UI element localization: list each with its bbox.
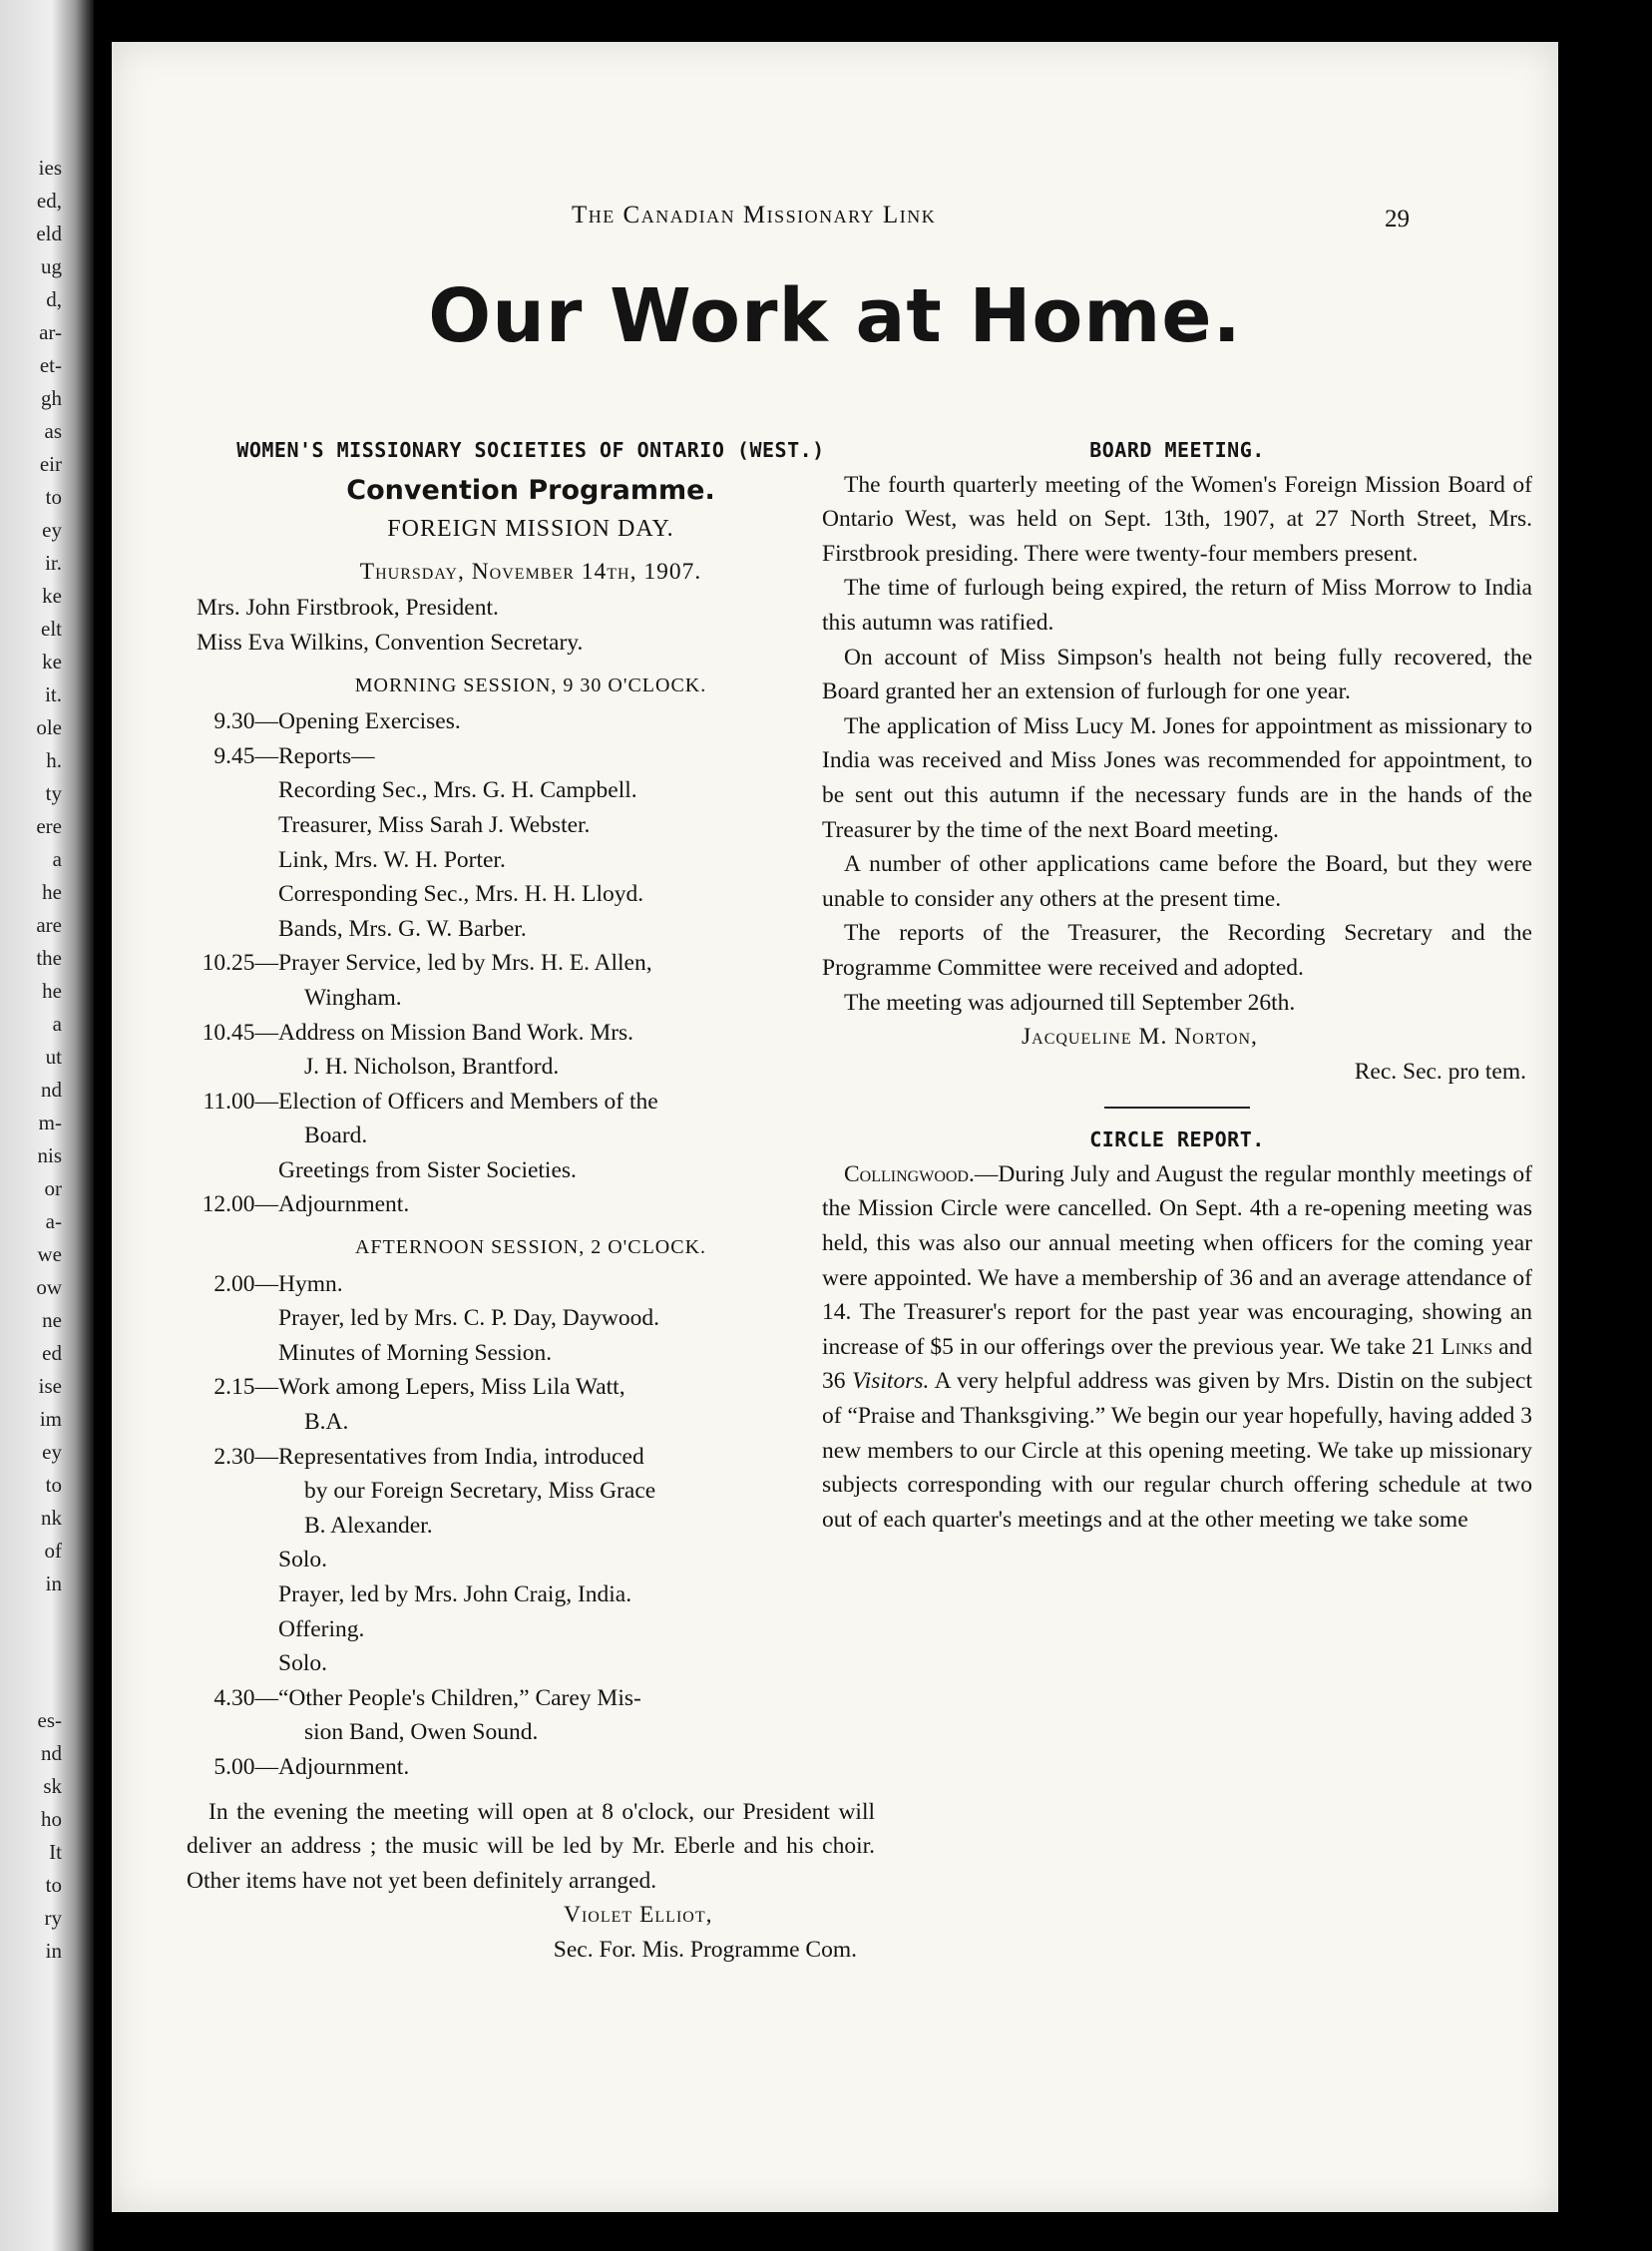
margin-fragment: eir: [39, 452, 62, 476]
afternoon-line: Prayer, led by Mrs. John Craig, India.: [278, 1581, 632, 1607]
board-paragraph: The meeting was adjourned till September 26th.: [844, 989, 1296, 1016]
afternoon-line: Solo.: [278, 1650, 327, 1677]
margin-fragment: nd: [41, 1078, 62, 1102]
report-line: Recording Sec., Mrs. G. H. Campbell.: [278, 777, 637, 804]
margin-fragment: ut: [45, 1045, 62, 1069]
margin-fragment: a: [52, 847, 62, 871]
programme-item-continued: Wingham.: [304, 984, 402, 1011]
signature-name: Violet Elliot,: [564, 1902, 713, 1929]
margin-fragment: It: [49, 1840, 62, 1864]
margin-fragment: ne: [42, 1308, 62, 1332]
margin-fragment: ar-: [39, 320, 62, 344]
margin-fragment: ug: [41, 254, 62, 278]
margin-fragment: it.: [45, 682, 62, 706]
margin-fragment: ke: [42, 650, 62, 674]
margin-fragment: nd: [41, 1741, 62, 1765]
programme-item: 9.30— Opening Exercises.: [213, 708, 461, 735]
previous-page-edge: [0, 0, 94, 2251]
margin-fragment: ed: [42, 1341, 62, 1365]
right-column: [822, 433, 1532, 1537]
programme-item-continued: J. H. Nicholson, Brantford.: [304, 1054, 560, 1081]
margin-fragment: ow: [36, 1275, 62, 1299]
margin-fragment: ey: [42, 1440, 62, 1464]
date-heading: Thursday, November 14th, 1907.: [359, 558, 702, 585]
morning-session-heading: MORNING SESSION, 9 30 O'CLOCK.: [354, 674, 707, 696]
margin-fragment: ir.: [45, 551, 62, 575]
margin-fragment: im: [39, 1407, 62, 1431]
report-line: Corresponding Sec., Mrs. H. H. Lloyd.: [278, 881, 644, 908]
margin-fragment: as: [44, 419, 62, 443]
page-title: Our Work at Home.: [428, 273, 1242, 359]
programme-item: 10.25— Prayer Service, led by Mrs. H. E. Allen,: [202, 950, 652, 977]
report-line: Link, Mrs. W. H. Porter.: [278, 846, 506, 873]
programme-item-continued: Board.: [304, 1123, 368, 1149]
margin-fragment: es-: [37, 1708, 62, 1732]
board-paragraph: The time of furlough being expired, the return of Miss Morrow to India this autumn was ratified.: [822, 575, 1532, 636]
margin-fragment: ed,: [36, 189, 62, 213]
margin-fragment: m-: [38, 1111, 62, 1134]
day-heading: FOREIGN MISSION DAY.: [387, 516, 674, 543]
running-head: [112, 202, 1558, 241]
margin-fragment: the: [36, 946, 62, 970]
page: [112, 42, 1558, 2212]
margin-fragment: nis: [37, 1143, 62, 1167]
programme-item-continued: by our Foreign Secretary, Miss Grace: [304, 1478, 656, 1505]
programme-item: 11.00— Election of Officers and Members of the: [203, 1088, 658, 1115]
society-heading: WOMEN'S MISSIONARY SOCIETIES OF ONTARIO (WEST.): [236, 438, 825, 462]
evening-paragraph: In the evening the meeting will open at 8 o'clock, our President will deliver an address ; the music will be led by Mr. Eberle and his choir. Other items have not yet been definitely arranged.: [187, 1798, 875, 1894]
margin-fragment: ry: [44, 1906, 62, 1930]
afternoon-line: Solo.: [278, 1547, 327, 1574]
margin-fragment: in: [45, 1939, 62, 1963]
margin-fragment: h.: [46, 748, 62, 772]
board-paragraph: The fourth quarterly meeting of the Women's Foreign Mission Board of Ontario West, was held on Sept. 13th, 1907, at 27 North Street, Mrs. Firstbrook presiding. There were twenty-four members present.: [822, 471, 1532, 567]
programme-item: 12.00— Adjournment.: [202, 1191, 410, 1218]
signature-role: Sec. For. Mis. Programme Com.: [553, 1936, 857, 1963]
afternoon-line: Minutes of Morning Session.: [278, 1339, 553, 1366]
circle-report-paragraph: Collingwood.—During July and August the regular monthly meetings of the Mission Circle were cancelled. On Sept. 4th a re-opening meeting was held, this was also our annual meeting when officers for the coming year were appointed. We have a membership of 36 and an average attendance of 14. The Treasurer's report for the past year was encouraging, showing an increase of $5 in our offerings over the previous year. We take 21 Links and 36 Visitors. A very helpful address was given by Mrs. Distin on the subject of “Praise and Thanksgiving.” We begin our year hopefully, having added 3 new members to our Circle at this opening meeting. We take up missionary subjects corresponding with our regular church offering schedule at two out of each quarter's meetings and at the other meeting we take some: [822, 1160, 1533, 1533]
section-divider: [1104, 1107, 1250, 1109]
margin-fragment: ty: [45, 781, 62, 805]
programme-item: 2.00— Hymn.: [213, 1270, 343, 1297]
programme-item-continued: sion Band, Owen Sound.: [304, 1719, 539, 1746]
margin-fragment: nk: [41, 1506, 62, 1530]
report-line: Bands, Mrs. G. W. Barber.: [278, 915, 527, 942]
board-paragraph: A number of other applications came before the Board, but they were unable to consider any others at the present time.: [822, 851, 1532, 912]
margin-fragment: a: [52, 1012, 62, 1036]
afternoon-line: Prayer, led by Mrs. C. P. Day, Daywood.: [278, 1305, 659, 1332]
visitors-word: Visitors.: [852, 1368, 930, 1395]
board-signature-role: Rec. Sec. pro tem.: [1354, 1058, 1526, 1085]
convention-heading: Convention Programme.: [346, 474, 715, 506]
board-meeting-heading: BOARD MEETING.: [1089, 438, 1265, 462]
margin-fragment: in: [45, 1572, 62, 1595]
officer-line: Mrs. John Firstbrook, President.: [197, 595, 499, 622]
margin-fragment: to: [45, 485, 62, 509]
margin-fragment: he: [42, 979, 62, 1003]
margin-fragment: we: [37, 1242, 62, 1266]
margin-fragment: d,: [46, 287, 62, 311]
running-head-title: The Canadian Missionary Link: [572, 202, 937, 228]
left-column: [187, 433, 875, 1968]
margin-fragment: ey: [42, 518, 62, 542]
programme-item: 9.45— Reports—: [213, 742, 375, 769]
margin-fragment: ise: [38, 1374, 62, 1398]
programme-item: 2.15— Work among Lepers, Miss Lila Watt,: [213, 1374, 625, 1401]
margin-fragment: ole: [36, 715, 62, 739]
board-signature-name: Jacqueline M. Norton,: [1022, 1024, 1258, 1051]
margin-fragment: ke: [42, 584, 62, 608]
programme-item: 5.00— Adjournment.: [213, 1753, 410, 1780]
margin-fragment: or: [44, 1176, 62, 1200]
board-paragraph: The application of Miss Lucy M. Jones for appointment as missionary to India was received and Miss Jones was recommended for appointment, to be sent out this autumn if the necessary funds are in the hands of the Treasurer by the time of the next Board meeting.: [822, 712, 1532, 843]
circle-report-heading: CIRCLE REPORT.: [1089, 1127, 1265, 1152]
margin-fragment: to: [45, 1473, 62, 1497]
programme-item: 10.45— Address on Mission Band Work. Mrs.: [202, 1019, 634, 1046]
margin-fragment: eld: [36, 222, 62, 245]
programme-item: 2.30— Representatives from India, introduced: [213, 1443, 644, 1470]
margin-fragment: are: [36, 913, 62, 937]
programme-item-continued: B.A.: [304, 1409, 349, 1436]
report-line: Treasurer, Miss Sarah J. Webster.: [278, 811, 591, 838]
afternoon-session-heading: AFTERNOON SESSION, 2 O'CLOCK.: [354, 1236, 707, 1259]
margin-fragment: ere: [36, 814, 62, 838]
programme-item-continued: B. Alexander.: [304, 1512, 433, 1539]
afternoon-line: Offering.: [278, 1615, 365, 1642]
margin-fragment: he: [42, 880, 62, 904]
page-number: 29: [1385, 206, 1410, 232]
margin-fragment: ies: [38, 156, 62, 180]
margin-fragment: et-: [39, 353, 62, 377]
margin-fragment: ho: [41, 1807, 62, 1831]
board-paragraph: The reports of the Treasurer, the Recording Secretary and the Programme Committee were received and adopted.: [822, 920, 1532, 981]
greetings-line: Greetings from Sister Societies.: [278, 1156, 577, 1183]
board-paragraph: On account of Miss Simpson's health not being fully recovered, the Board granted her an extension of furlough for one year.: [822, 644, 1532, 705]
margin-fragment: a-: [45, 1209, 62, 1233]
links-word: Links: [1441, 1333, 1493, 1360]
margin-fragment: to: [45, 1873, 62, 1897]
margin-fragment: elt: [41, 617, 62, 641]
margin-fragment: gh: [41, 386, 62, 410]
margin-fragment: sk: [43, 1774, 62, 1798]
programme-item: 4.30— “Other People's Children,” Carey Mis-: [213, 1684, 641, 1711]
officer-line: Miss Eva Wilkins, Convention Secretary.: [197, 629, 584, 656]
circle-place: Collingwood.: [844, 1160, 975, 1187]
margin-fragment: of: [44, 1539, 62, 1563]
